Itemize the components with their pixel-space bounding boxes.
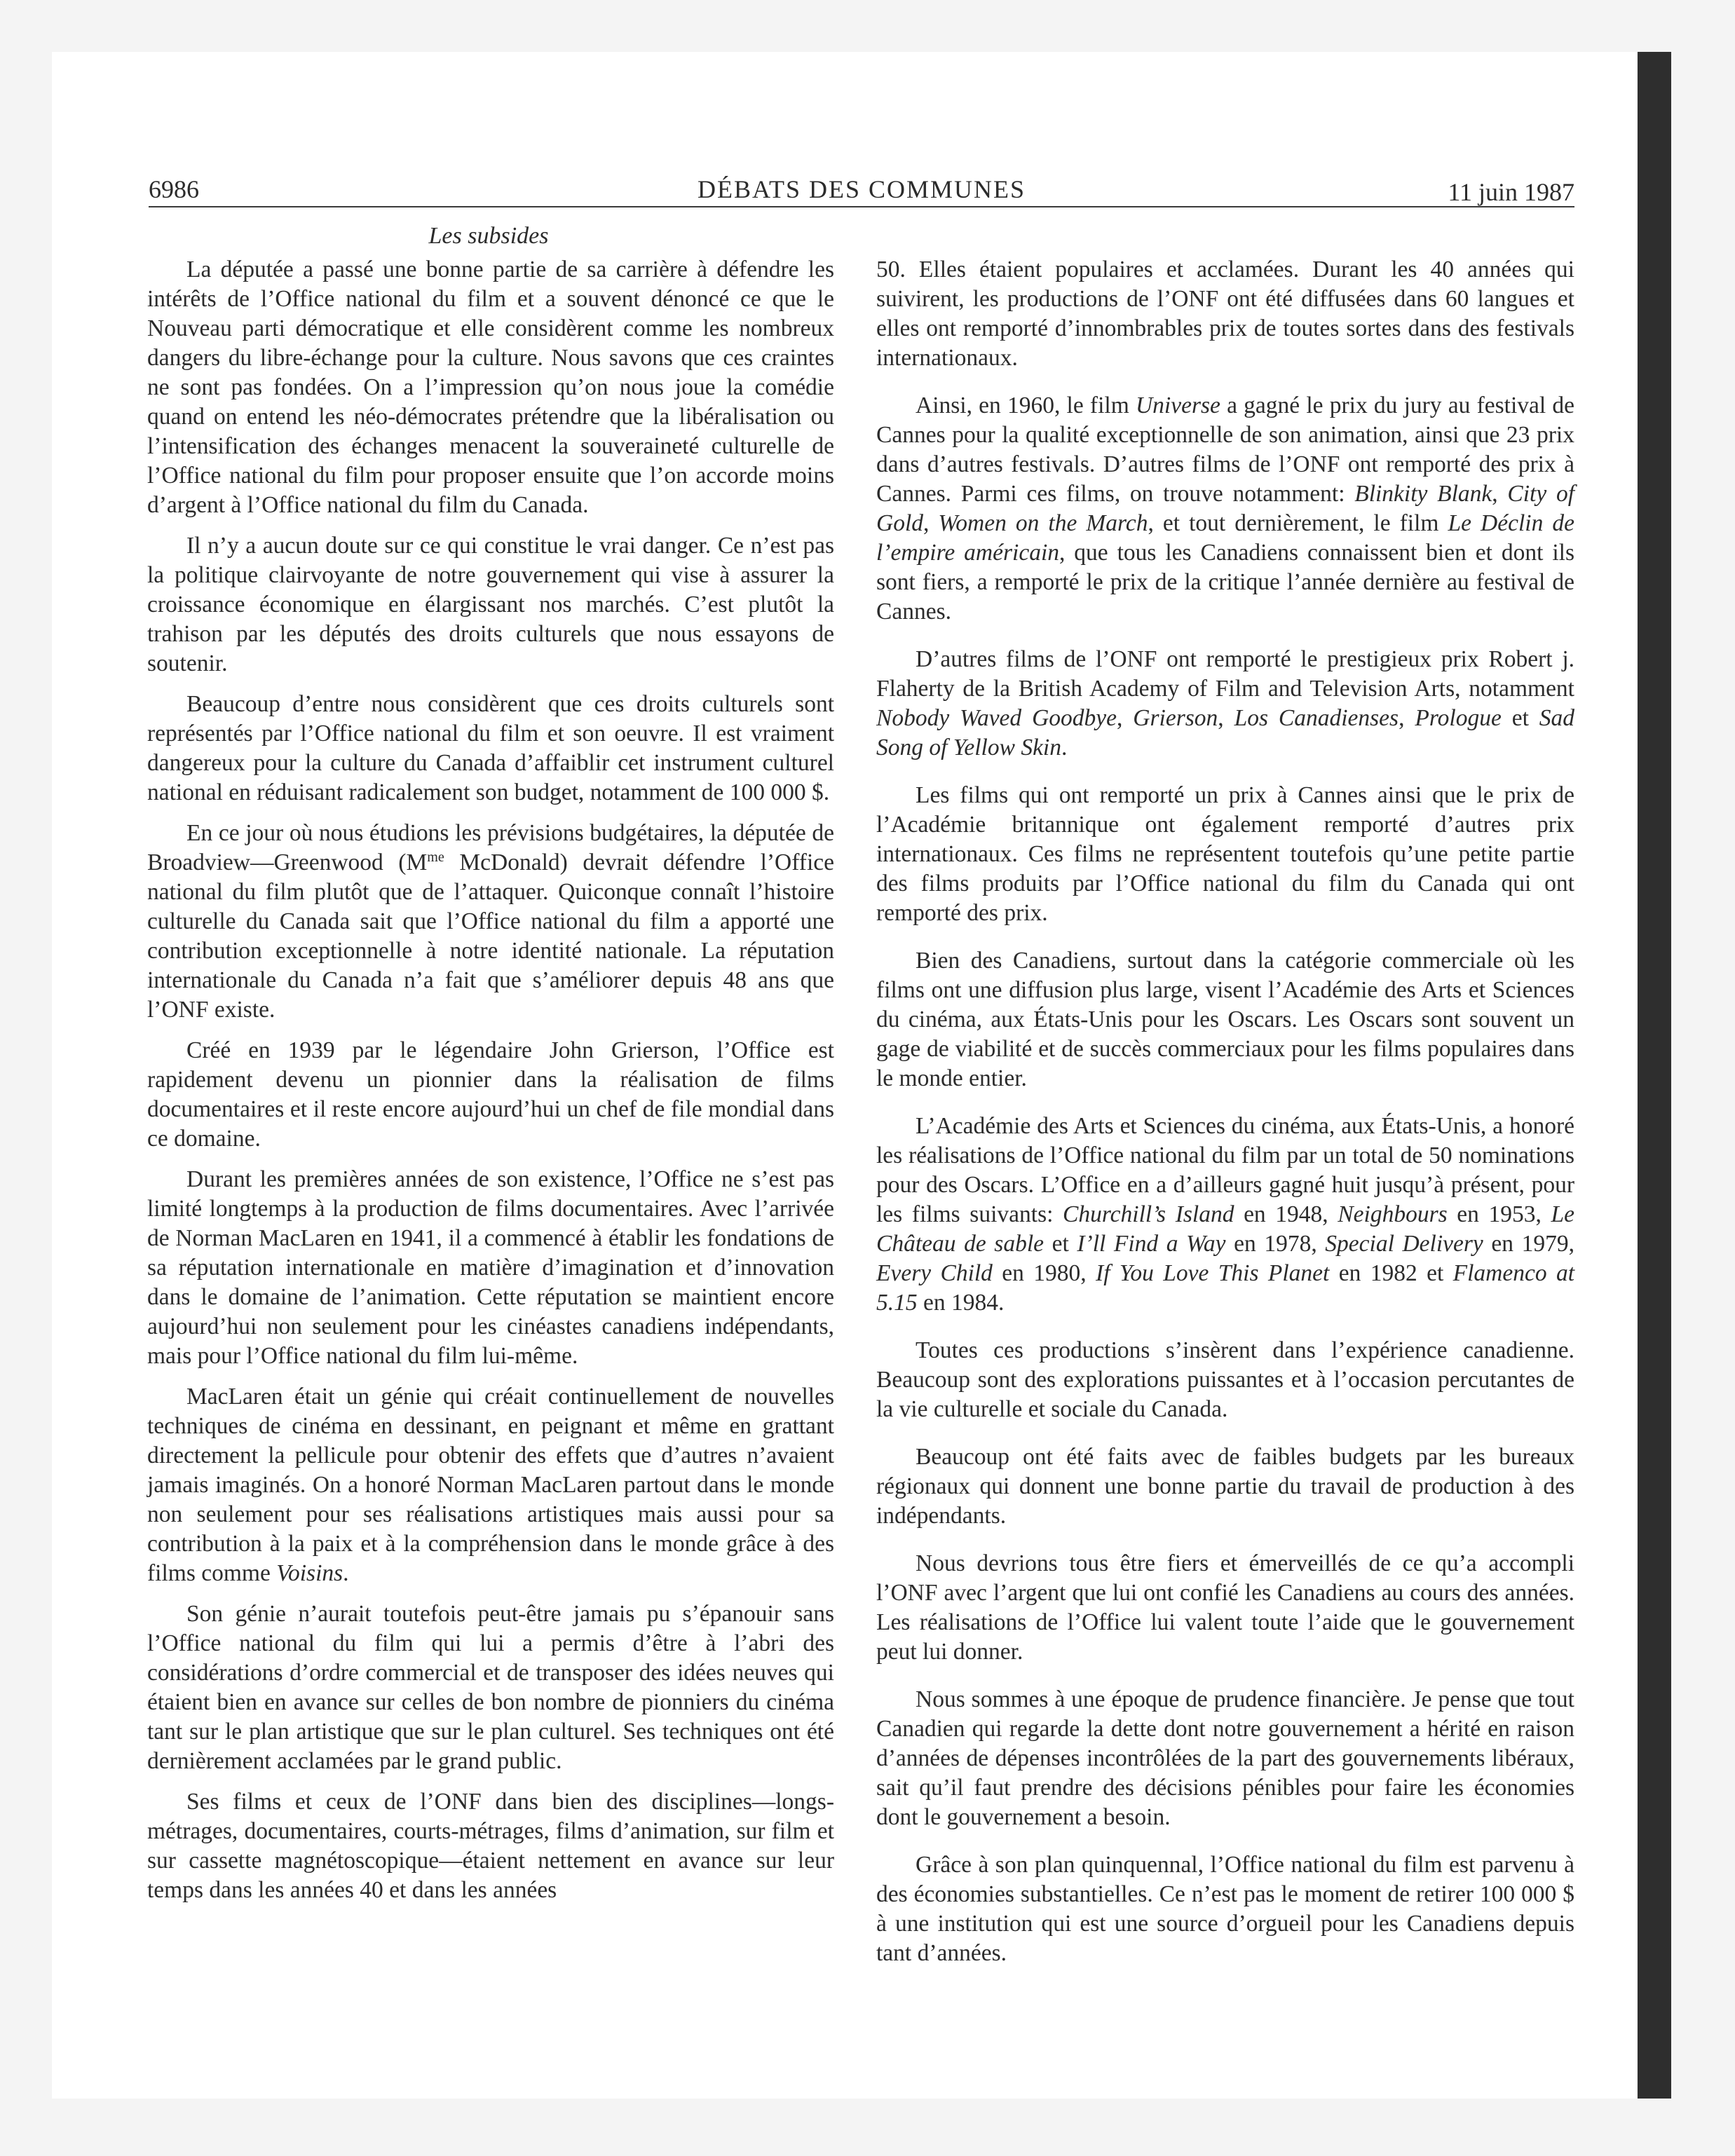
film-title: Prologue bbox=[1415, 705, 1502, 731]
paragraph: Les films qui ont remporté un prix à Cannes ainsi que le prix de l’Académie britannique ont également remporté d’autres prix internationaux. Ces films ne représentent toutefois qu’une petite partie des films produits par l’Office national du film du Canada qui ont remporté des prix. bbox=[876, 782, 1574, 926]
paragraph: Il n’y a aucun doute sur ce qui constitue le vrai danger. Ce n’est pas la politique clairvoyante de notre gouvernement qui vise à assurer la croissance économique en élargissant nos marchés. C’est plutôt la trahison par les députés des droits culturels que nous essayons de soutenir. bbox=[147, 533, 834, 676]
paragraph: Créé en 1939 par le légendaire John Grierson, l’Office est rapidement devenu un pionnier dans la réalisation de films documentaires et il reste encore aujourd’hui un chef de file mondial dans ce domaine. bbox=[147, 1037, 834, 1152]
text-run: en 1984. bbox=[917, 1290, 1005, 1316]
text-run: McDonald) devrait défendre l’Office national du film plutôt que de l’attaquer. Quiconque connaît l’histoire culturelle du Canada sait que l’Office national du film a apporté une contribution exceptionnelle à notre identité nationale. La réputation internationale du Canada n’a fait que s’améliorer depuis 48 ans que l’ONF existe. bbox=[147, 850, 834, 1023]
text-run: en 1982 et bbox=[1329, 1260, 1453, 1286]
header-rule bbox=[149, 206, 1574, 207]
paragraph: Durant les premières années de son existence, l’Office ne s’est pas limité longtemps à la production de films documentaires. Avec l’arrivée de Norman MacLaren en 1941, il a commencé à établir les fondations de sa réputation internationale en matière d’imagination et d’innovation dans le domaine de l’animation. Cette réputation se maintient encore aujourd’hui non seulement pour les cinéastes canadiens indépendants, mais pour l’Office national du film lui-même. bbox=[147, 1166, 834, 1369]
paragraph: La députée a passé une bonne partie de sa carrière à défendre les intérêts de l’Office national du film et a souvent dénoncé ce que le Nouveau parti démocratique et elle considèrent comme les nombreux dangers du libre-échange pour la culture. Nous savons que ces craintes ne sont pas fondées. On a l’impression qu’on nous joue la comédie quand on entend les néo-démocrates prétendre que la libéralisation ou l’intensification des échanges menacent la souveraineté culturelle de l’Office national du film pour proposer ensuite que l’on accorde moins d’argent à l’Office national du film du Canada. bbox=[147, 257, 834, 518]
publication-title: DÉBATS DES COMMUNES bbox=[697, 175, 1026, 203]
text-run: , et tout dernièrement, le film bbox=[1148, 510, 1448, 536]
text-run: , bbox=[923, 510, 939, 536]
paragraph: Nous sommes à une époque de prudence financière. Je pense que tout Canadien qui regarde la dette dont notre gouvernement a hérité en raison d’années de dépenses incontrôlées de la part des gouvernements libéraux, sait qu’il faut prendre des décisions pénibles pour faire les économies dont le gouvernement a besoin. bbox=[876, 1686, 1574, 1830]
text-run: et bbox=[1044, 1231, 1077, 1257]
film-title: Neighbours bbox=[1338, 1201, 1448, 1227]
film-title: Special Delivery bbox=[1325, 1231, 1483, 1257]
film-title: Blinkity Blank bbox=[1354, 481, 1492, 507]
film-title: Le Château de sable bbox=[876, 1201, 1574, 1257]
paragraph: 50. Elles étaient populaires et acclamées. Durant les 40 années qui suivirent, les productions de l’ONF ont été diffusées dans 60 langues et elles ont remporté d’innombrables prix de toutes sortes dans des festivals internationaux. bbox=[876, 257, 1574, 371]
text-run: en 1979, bbox=[1483, 1231, 1574, 1257]
text-run: en 1948, bbox=[1234, 1201, 1338, 1227]
page-header bbox=[149, 170, 1574, 209]
paragraph bbox=[876, 391, 1574, 627]
scan-edge-bar bbox=[1638, 52, 1671, 2099]
paragraph: Toutes ces productions s’insèrent dans l’expérience canadienne. Beaucoup sont des explorations puissantes et à l’occasion percutantes de la vie culturelle et sociale du Canada. bbox=[876, 1337, 1574, 1422]
text-run: En ce jour où nous étudions les prévisions budgétaires, la députée de Broadview—Greenwood (M bbox=[147, 820, 834, 875]
text-run: en 1953, bbox=[1447, 1201, 1551, 1227]
paragraph: Nous devrions tous être fiers et émerveillés de ce qu’a accompli l’ONF avec l’argent que lui ont confié les Canadiens au cours des années. Les réalisations de l’Office lui valent toute l’aide que le gouvernement peut lui donner. bbox=[876, 1550, 1574, 1665]
text-run: Ainsi, en 1960, le film bbox=[916, 393, 1136, 418]
text-run: , bbox=[1399, 705, 1415, 731]
text-run: et bbox=[1501, 705, 1539, 731]
page-number: 6986 bbox=[149, 175, 199, 203]
text-run: en 1978, bbox=[1225, 1231, 1326, 1257]
text-run: , bbox=[1492, 481, 1508, 507]
text-run: a gagné le prix du jury au festival de Cannes pour la qualité exceptionnelle de son animation, ainsi que 23 prix dans d’autres festivals. D’autres films de l’ONF ont remporté des prix à Cannes. Parmi ces films, on trouve notamment: bbox=[876, 393, 1574, 507]
paragraph bbox=[147, 819, 834, 1025]
text-run: . bbox=[1061, 735, 1068, 760]
paragraph: Ses films et ceux de l’ONF dans bien des disciplines—longs-métrages, documentaires, courts-métrages, films d’animation, sur film et sur cassette magnétoscopique—étaient nettement en avance sur leur temps dans les années 40 et dans les années bbox=[147, 1789, 834, 1903]
film-title: If You Love This Planet bbox=[1096, 1260, 1330, 1286]
film-title: Grierson bbox=[1133, 705, 1218, 731]
film-title: Sad Song of Yellow Skin bbox=[876, 705, 1575, 760]
text-run: , bbox=[1218, 705, 1234, 731]
film-title: Universe bbox=[1135, 393, 1220, 418]
text-run: D’autres films de l’ONF ont remporté le prestigieux prix Robert j. Flaherty de la British Academy of Film and Television Arts, notamment bbox=[876, 646, 1574, 702]
film-title: Women on the March bbox=[938, 510, 1148, 536]
paragraph bbox=[147, 1382, 834, 1588]
text-run: en 1980, bbox=[992, 1260, 1096, 1286]
text-run: , bbox=[1117, 705, 1134, 731]
text-run: , que tous les Canadiens connaissent bien et dont ils sont fiers, a remporté le prix de la critique l’année dernière au festival de Cannes. bbox=[876, 540, 1574, 625]
paragraph: Bien des Canadiens, surtout dans la catégorie commerciale où les films ont une diffusion plus large, visent l’Académie des Arts et Sciences du cinéma, aux États-Unis pour les Oscars. Les Oscars sont souvent un gage de viabilité et de succès commerciaux pour les films populaires dans le monde entier. bbox=[876, 948, 1574, 1091]
film-title: Los Canadienses bbox=[1234, 705, 1399, 731]
paragraph bbox=[876, 645, 1574, 763]
film-title: Le Déclin de l’empire américain bbox=[876, 510, 1574, 566]
paragraph: Beaucoup ont été faits avec de faibles budgets par les bureaux régionaux qui donnent une bonne partie du travail de production à des indépendants. bbox=[876, 1444, 1574, 1529]
paragraph: Son génie n’aurait toutefois peut-être jamais pu s’épanouir sans l’Office national du film qui lui a permis d’être à l’abri des considérations d’ordre commercial et de transposer des idées neuves qui étaient bien en avance sur celles de bon nombre de pionniers du cinéma tant sur le plan artistique que sur le plan culturel. Ses techniques ont été dernièrement acclamées par le grand public. bbox=[147, 1601, 834, 1774]
film-title: City of Gold bbox=[876, 481, 1575, 536]
page-date: 11 juin 1987 bbox=[1448, 178, 1574, 206]
superscript: me bbox=[427, 849, 444, 865]
film-title: Every Child bbox=[876, 1260, 993, 1286]
text-run: . bbox=[343, 1560, 349, 1586]
paragraph bbox=[876, 1112, 1574, 1318]
paragraph: Grâce à son plan quinquennal, l’Office national du film est parvenu à des économies substantielles. Ce n’est pas le moment de retirer 100 000 $ à une institution qui est une source d’orgueil pour les Canadiens depuis tant d’années. bbox=[876, 1852, 1574, 1966]
paragraph: Beaucoup d’entre nous considèrent que ces droits culturels sont représentés par l’Office national du film et son oeuvre. Il est vraiment dangereux pour la culture du Canada d’affaiblir cet instrument culturel national en réduisant radicalement son budget, notamment de 100 000 $. bbox=[147, 691, 834, 805]
text-run: L’Académie des Arts et Sciences du cinéma, aux États-Unis, a honoré les réalisations de l’Office national du film par un total de 50 nominations pour des Oscars. L’Office en a d’ailleurs gagné huit jusqu’à présent, pour les films suivants: bbox=[876, 1113, 1574, 1227]
left-column bbox=[147, 255, 834, 1916]
film-title: Flamenco at 5.15 bbox=[876, 1260, 1575, 1316]
film-title: Churchill’s Island bbox=[1063, 1201, 1234, 1227]
film-title: I’ll Find a Way bbox=[1077, 1231, 1226, 1257]
film-title: Nobody Waved Goodbye bbox=[876, 705, 1117, 731]
text-run: MacLaren était un génie qui créait continuellement de nouvelles techniques de cinéma en dessinant, en peignant et même en grattant directement la pellicule pour obtenir des effets que d’autres n’avaient jamais imaginés. On a honoré Norman MacLaren partout dans le monde non seulement pour ses réalisations artistiques mais aussi pour sa contribution à la paix et à la compréhension dans le monde grâce à des films comme bbox=[147, 1384, 834, 1586]
film-title: Voisins bbox=[276, 1560, 343, 1586]
right-column bbox=[876, 255, 1574, 1986]
section-title: Les subsides bbox=[428, 223, 549, 249]
